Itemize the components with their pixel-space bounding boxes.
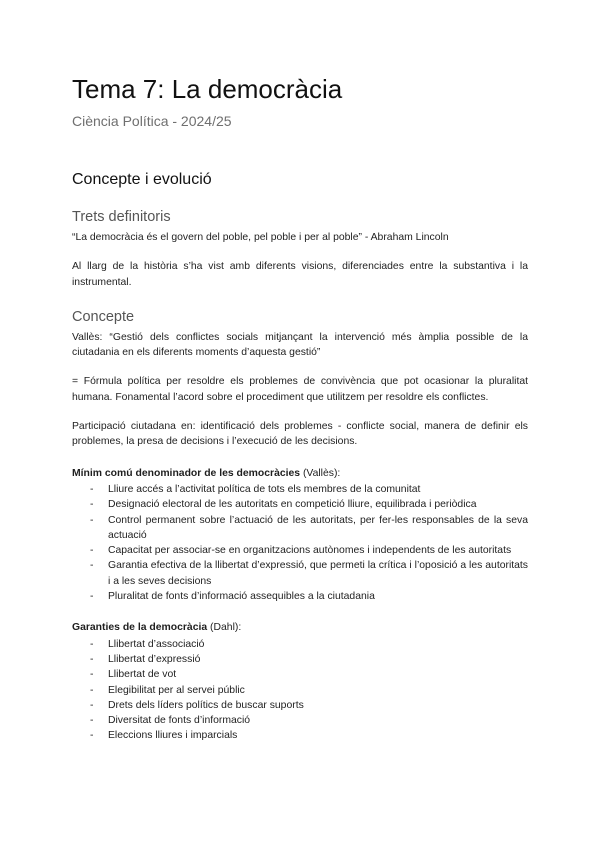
garanties-heading <box>72 620 528 635</box>
dash-bullet: - <box>90 591 94 603</box>
formula-paragraph: = Fórmula política per resoldre els problemes de convivència que pot ocasionar la pluralitat humana. Fonamental l’acord sobre el procediment que utilitzem per resoldre els conflictes. <box>72 376 528 403</box>
dash-bullet: - <box>90 638 94 650</box>
document-title: Tema 7: La democràcia <box>72 74 343 104</box>
subheading-concepte: Concepte <box>72 308 135 325</box>
list-item: - Pluralitat de fonts d’informació assequibles a la ciutadania <box>72 589 528 604</box>
dash-bullet: - <box>90 545 94 557</box>
list-item: - Llibertat d’expressió <box>72 652 528 667</box>
list-item: - Diversitat de fonts d’informació <box>72 713 528 728</box>
list-item: - Elegibilitat per al servei públic <box>72 683 528 698</box>
list-item: - Eleccions lliures i imparcials <box>72 728 528 743</box>
list-item: - Designació electoral de les autoritats en competició lliure, equilibrada i periòdica <box>72 497 528 512</box>
participacio-paragraph: Participació ciutadana en: identificació dels problemes - conflicte social, manera de definir els problemes, la presa de decisions i l’execució de les decisions. <box>72 421 528 448</box>
garanties-list <box>72 637 528 744</box>
garanties-bold: Garanties de la democràcia <box>72 622 208 634</box>
dash-bullet: - <box>90 684 94 696</box>
dash-bullet: - <box>90 514 94 526</box>
valles-definition: Vallès: “Gestió dels conflictes socials mitjançant la intervenció més àmplia possible de la ciutadania en els diferents moments d’aquesta gestió” <box>72 331 528 359</box>
trets-paragraph: Al llarg de la història s’ha vist amb diferents visions, diferenciades entre la substantiva i la instrumental. <box>72 261 528 288</box>
dash-bullet: - <box>90 669 94 681</box>
list-item: - Control permanent sobre l’actuació de les autoritats, per fer-les responsables de la seva actuació <box>90 514 528 541</box>
subheading-trets-definitoris: Trets definitoris <box>72 209 171 225</box>
dash-bullet: - <box>90 699 94 711</box>
dash-bullet: - <box>90 653 94 665</box>
minim-comu-source: (Vallès): <box>300 467 341 479</box>
dash-bullet: - <box>90 499 94 511</box>
dash-bullet: - <box>90 483 94 495</box>
dash-bullet: - <box>90 715 94 727</box>
lincoln-quote: “La democràcia és el govern del poble, pel poble i per al poble” - Abraham Lincoln <box>72 232 449 243</box>
garanties-source: (Dahl): <box>207 622 242 634</box>
section-heading-concepte-evolucio: Concepte i evolució <box>72 171 212 188</box>
list-item: - Garantia efectiva de la llibertat d’expressió, que permeti la crítica i l’oposició a les autoritats i a les seves decisions <box>90 560 528 587</box>
list-item: - Capacitat per associar-se en organitzacions autònomes i independents de les autoritats <box>72 543 528 558</box>
minim-comu-heading <box>72 466 528 481</box>
dash-bullet: - <box>90 730 94 742</box>
list-item: - Lliure accés a l’activitat política de tots els membres de la comunitat <box>72 482 528 497</box>
dash-bullet: - <box>90 560 94 572</box>
minim-comu-bold: Mínim comú denominador de les democràcies <box>72 467 301 479</box>
document-subtitle: Ciència Política - 2024/25 <box>72 113 232 129</box>
minim-comu-list <box>72 482 528 604</box>
list-item: - Drets dels líders polítics de buscar suports <box>72 698 528 713</box>
list-item: - Llibertat de vot <box>72 667 528 682</box>
list-item: - Llibertat d’associació <box>72 637 528 652</box>
